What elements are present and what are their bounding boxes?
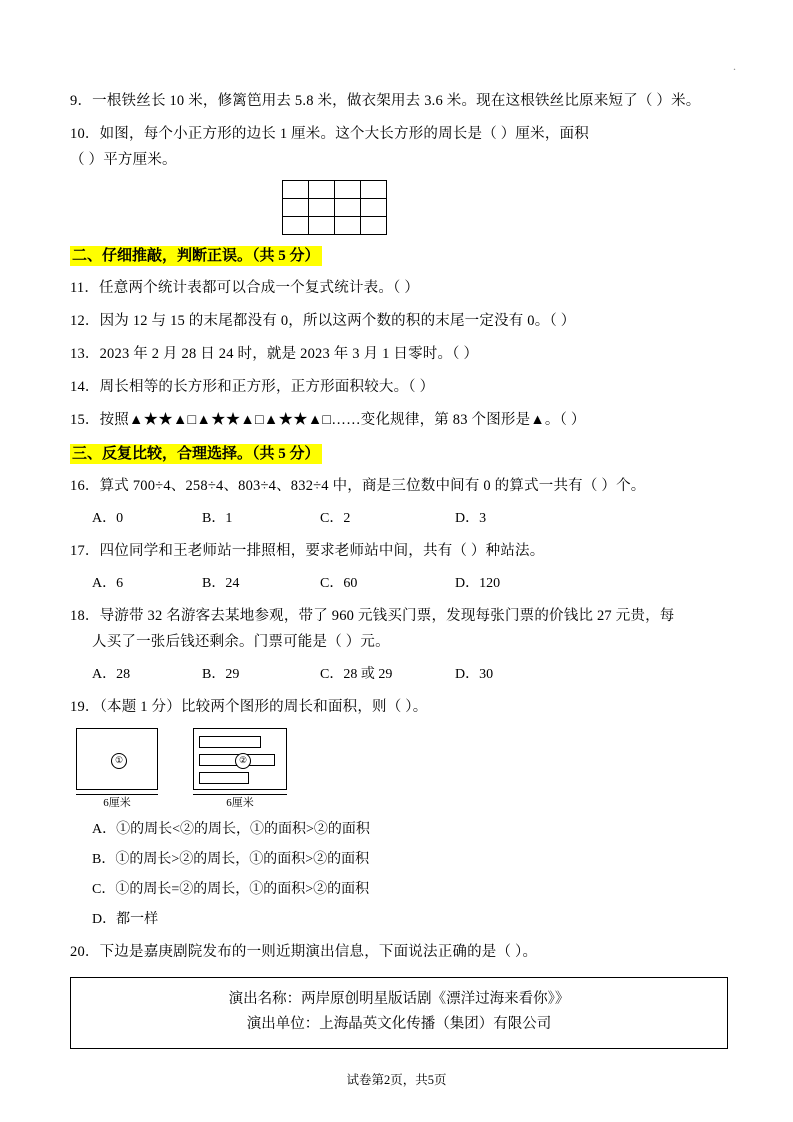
grid-cell: [361, 199, 387, 217]
performance-name-line: 演出名称：两岸原创明星版话剧《漂洋过海来看你》》: [228, 991, 570, 1007]
figure-2-bar-bottom: [199, 772, 249, 784]
question-12: 12．因为 12 与 15 的末尾都没有 0，所以这两个数的积的末尾一定没有 0。（ ）: [70, 313, 576, 329]
question-20: 20．下边是嘉庚剧院发布的一则近期演出信息，下面说法正确的是（ ）。: [70, 944, 538, 960]
question-18: [70, 603, 730, 655]
figure-question-10: [282, 180, 388, 235]
section-3-title: 三、反复比较，合理选择。（共 5 分）: [72, 446, 320, 462]
page-content: [70, 88, 730, 1049]
question-14: 14．周长相等的长方形和正方形，正方形面积较大。（ ）: [70, 379, 435, 395]
question-19-option-a[interactable]: A．①的周长<②的周长，①的面积>②的面积: [92, 822, 370, 837]
grid-cell: [309, 217, 335, 235]
question-19-option-d[interactable]: D．都一样: [92, 912, 159, 927]
grid-cell: [335, 217, 361, 235]
figure-question-19: [76, 728, 730, 811]
performance-info-box: [70, 977, 728, 1049]
figure-2-shape: [193, 728, 287, 790]
performance-unit-line: 演出单位：上海晶英文化传播（集团）有限公司: [246, 1016, 552, 1032]
figure-2-caption: 6厘米: [193, 794, 287, 811]
option-c[interactable]: C．60: [320, 576, 358, 591]
question-19-option-c[interactable]: C．①的周长=②的周长，①的面积>②的面积: [92, 882, 370, 897]
question-16-options: [70, 506, 730, 532]
question-15: 15．按照▲★★▲□▲★★▲□▲★★▲□……变化规律，第 83 个图形是▲。（ ）: [70, 412, 586, 428]
question-18-options: [70, 662, 730, 688]
figure-1-label: ①: [111, 753, 127, 769]
option-b[interactable]: B．1: [202, 511, 233, 526]
option-a[interactable]: A．28: [92, 667, 131, 682]
section-2-heading: [70, 245, 730, 267]
figure-2-label: ②: [235, 753, 251, 769]
question-19: 19．（本题 1 分）比较两个图形的周长和面积，则（ ）。: [70, 699, 428, 715]
corner-mark: .: [733, 59, 736, 73]
option-d[interactable]: D．30: [455, 667, 494, 682]
question-10: [70, 121, 730, 173]
question-10-line2: （ ）平方厘米。: [70, 152, 177, 168]
question-18-line1: 18．导游带 32 名游客去某地参观，带了 960 元钱买门票，发现每张门票的价钱比 27 元贵，每: [70, 608, 675, 624]
question-17: 17．四位同学和王老师站一排照相，要求老师站中间，共有（ ）种站法。: [70, 543, 545, 559]
option-d[interactable]: D．120: [455, 576, 501, 591]
grid-rectangle: [282, 180, 387, 235]
section-3-heading: [70, 443, 730, 465]
grid-cell: [283, 199, 309, 217]
option-c[interactable]: C．28 或 29: [320, 667, 393, 682]
grid-cell: [335, 181, 361, 199]
question-10-line1: 10．如图，每个小正方形的边长 1 厘米。这个大长方形的周长是（ ）厘米，面积: [70, 126, 589, 142]
option-c[interactable]: C．2: [320, 511, 351, 526]
figure-2: [193, 728, 287, 811]
option-b[interactable]: B．29: [202, 667, 240, 682]
question-18-line2-text: 人买了一张后钱还剩余。门票可能是（ ）元。: [92, 634, 390, 650]
grid-cell: [283, 181, 309, 199]
question-19-option-b[interactable]: B．①的周长>②的周长，①的面积>②的面积: [92, 852, 370, 867]
grid-cell: [335, 199, 361, 217]
page-footer: 试卷第2页，共5页: [346, 1073, 447, 1087]
question-13: 13．2023 年 2 月 28 日 24 时，就是 2023 年 3 月 1 日零时。（ ）: [70, 346, 479, 362]
question-9: 9．一根铁丝长 10 米，修篱笆用去 5.8 米，做衣架用去 3.6 米。现在这根铁丝比原来短了（ ）米。: [70, 93, 701, 109]
grid-cell: [361, 217, 387, 235]
figure-2-bar-top: [199, 736, 261, 748]
option-d[interactable]: D．3: [455, 511, 487, 526]
question-17-options: [70, 571, 730, 597]
grid-cell: [309, 181, 335, 199]
grid-cell: [309, 199, 335, 217]
figure-1: [76, 728, 158, 811]
option-a[interactable]: A．0: [92, 511, 124, 526]
grid-cell: [283, 217, 309, 235]
figure-1-rectangle: [76, 728, 158, 790]
figure-1-caption: 6厘米: [76, 794, 158, 811]
option-a[interactable]: A．6: [92, 576, 124, 591]
section-2-title: 二、仔细推敲，判断正误。（共 5 分）: [72, 248, 320, 264]
question-11: 11．任意两个统计表都可以合成一个复式统计表。（ ）: [70, 280, 420, 296]
option-b[interactable]: B．24: [202, 576, 240, 591]
question-18-line2: [70, 629, 730, 655]
question-16: 16．算式 700÷4、258÷4、803÷4、832÷4 中，商是三位数中间有 0 的算式一共有（ ）个。: [70, 478, 646, 494]
grid-cell: [361, 181, 387, 199]
